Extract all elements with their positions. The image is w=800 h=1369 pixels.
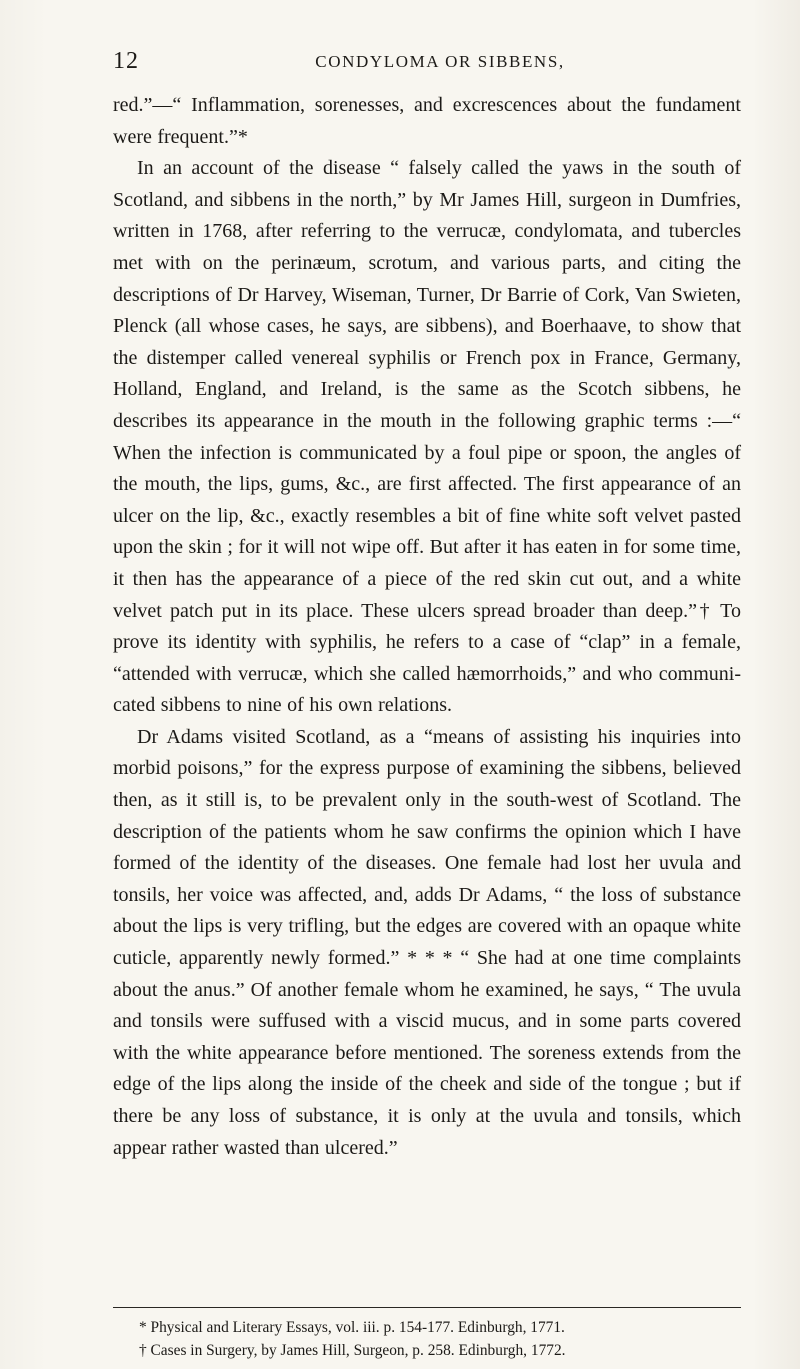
footnote-dagger: † Cases in Surgery, by James Hill, Surgeon, p. 258. Edinburgh, 1772.	[139, 1342, 566, 1359]
running-head: CONDYLOMA OR SIBBENS,	[315, 52, 565, 71]
footnote-divider	[113, 1307, 741, 1308]
body-text	[113, 90, 741, 1164]
paragraph-hill-account: In an account of the disease “ falsely called the yaws in the south of Scotland, and sibbens in the north,” by Mr James Hill, surgeon in Dumfries, written in 1768, after referring to the verrucæ, condylomata, and tubercles met with on the perinæum, scrotum, and various parts, and citing the descriptions of Dr Harvey, Wiseman, Turner, Dr Barrie of Cork, Van Swieten, Plenck (all whose cases, he says, are sibbens), and Boerhaave, to show that the distemper called venereal syphilis or French pox in France, Germany, Holland, England, and Ireland, is the same as the Scotch sibbens, he describes its appearance in the mouth in the following graphic terms :—“ When the infection is communicated by a foul pipe or spoon, the angles of the mouth, the lips, gums, &c., are first affected. The first appearance of an ulcer on the lip, &c., exactly resembles a bit of fine white soft velvet pasted upon the skin ; for it will not wipe off. But after it has eaten in for some time, it then has the appearance of a piece of the red skin cut out, and a white velvet patch put in its place. These ulcers spread broader than deep.”† To prove its identity with syphilis, he refers to a case of “clap” in a female, “attended with verrucæ, which she called hæmorrhoids,” and who communi-cated sibbens to nine of his own relations.	[113, 157, 741, 717]
footnote-asterisk: * Physical and Literary Essays, vol. iii. p. 154-177. Edinburgh, 1771.	[139, 1319, 565, 1336]
footnotes	[113, 1316, 741, 1362]
paragraph-adams-visit: Dr Adams visited Scotland, as a “means of assisting his inquiries into morbid poisons,” for the express purpose of examining the sibbens, believed then, as it still is, to be prevalent only in the south-west of Scotland. The description of the patients whom he saw confirms the opinion which I have formed of the identity of the diseases. One female had lost her uvula and tonsils, her voice was affected, and, adds Dr Adams, “ the loss of substance about the lips is very trifling, but the edges are covered with an opaque white cuticle, apparently newly formed.” * * * “ She had at one time complaints about the anus.” Of another female whom he examined, he says, “ The uvula and tonsils were suffused with a viscid mucus, and in some parts covered with the white appearance before mentioned. The soreness extends from the edge of the lips along the inside of the cheek and side of the tongue ; but if there be any loss of substance, it is only at the uvula and tonsils, which appear rather wasted than ulcered.”	[113, 725, 741, 1159]
page-number: 12	[113, 48, 139, 74]
page-header	[113, 48, 741, 78]
paragraph-continuation: red.”—“ Inflammation, sorenesses, and excrescences about the fundament were frequent.”*	[113, 94, 741, 148]
